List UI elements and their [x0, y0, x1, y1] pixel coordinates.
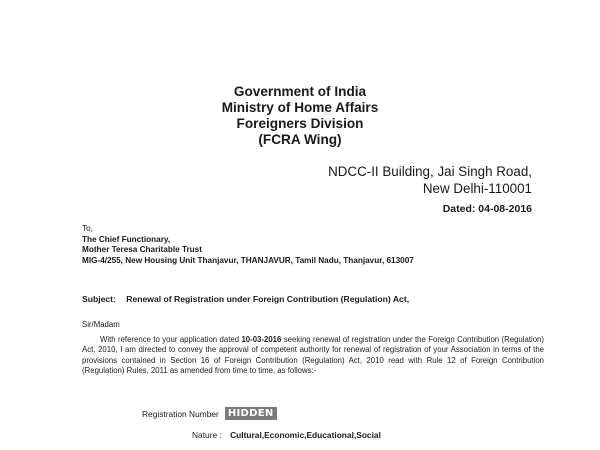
address-line-1: NDCC-II Building, Jai Singh Road,	[328, 164, 532, 179]
registration-row	[142, 407, 277, 420]
address-line-2: New Delhi-110001	[422, 181, 532, 196]
letterhead-government: Government of India	[233, 84, 367, 99]
recipient-title: The Chief Functionary,	[82, 234, 171, 244]
registration-label: Registration Number	[142, 408, 219, 419]
application-date: 10-03-2016	[241, 335, 282, 344]
recipient-address: MIG-4/255, New Housing Unit Thanjavur, THANJAVUR, Tamil Nadu, Thanjavur, 613007	[82, 255, 414, 265]
nature-label: Nature :	[192, 430, 222, 440]
subject-label: Subject:	[82, 294, 116, 304]
subject-text: Renewal of Registration under Foreign Contribution (Regulation) Act,	[126, 294, 410, 304]
nature-value: Cultural,Economic,Educational,Social	[230, 430, 381, 440]
letterhead-ministry: Ministry of Home Affairs	[221, 100, 379, 115]
recipient-label: To,	[82, 224, 93, 233]
recipient-organization: Mother Teresa Charitable Trust	[82, 245, 202, 254]
body-text-part-2: seeking renewal of registration under the Foreign Contribution (Regulation) Act, 2010, I am directed to convey the approval of competent authority for renewal of registration of your Association in terms of the provisions contained in Section 16 of Foreign Contribution (Regulation) Act, 2010 read with Rule 12 of Foreign Contribution (Regulation) Rules, 2011 as amended from time to time, as follows:-	[82, 335, 544, 376]
nature-row	[192, 430, 381, 440]
registration-number-redacted: HIDDEN	[225, 407, 277, 420]
letterhead-wing: (FCRA Wing)	[258, 132, 342, 147]
letterhead-division: Foreigners Division	[236, 116, 364, 131]
sender-address	[328, 163, 532, 197]
subject-line	[82, 294, 409, 304]
body-text-part-1: With reference to your application dated	[100, 335, 242, 344]
salutation: Sir/Madam	[82, 320, 120, 329]
body-paragraph	[82, 335, 544, 377]
letter-date: Dated: 04-08-2016	[442, 203, 532, 215]
recipient-block	[82, 224, 414, 266]
letterhead	[0, 84, 600, 148]
